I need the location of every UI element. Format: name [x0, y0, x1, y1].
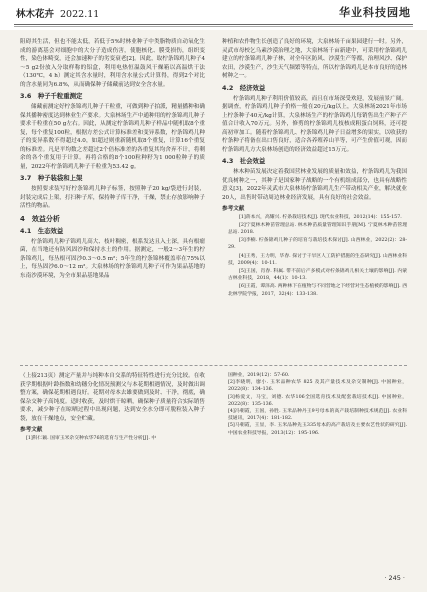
section-heading: 4.3 社会效益 [222, 157, 266, 165]
reference-item: [6]王霞，谭泽高. 两种林下在植物与不同营地之下经营对生态植被的影响[J]. 西北林学院学报，2017，32(4)：133-138. [228, 284, 407, 297]
section-heading: 3.6 种子千粒重测定 [20, 92, 83, 100]
section-heading: 3.7 种子装袋和上架 [20, 174, 83, 182]
reference-item: [4]王秀，王力明，毕春. 探讨于干旱区人工防护措施的生态研究[J]. 山西林业科技，2009(4)：10-11. [228, 253, 407, 266]
journal-name: 林木花卉 2022.11 [16, 9, 100, 20]
reference-item: 国种业，2019(12)：57-60. [228, 373, 290, 378]
paragraph: 储藏前测定好柠条锦鸡儿种子千粒重，可做到种子拍派，精量播种和确保其播种密度达到林业生产要求。大泉林场生产中通种用的柠条锦鸡儿种子要求千粒重在50 g左右。因此，从测定柠条锦鸡儿种子样品中随机取8个重复，每个重复100粒，根据方差公式计算标准差和变异系数，柠条锦鸡儿种子的变异系数不得超过4.0，如超过则重新随机取8个重复，计算16个重复的标准差。凡是平均数之差超过2个倍标准差的各重复其均舍弃不计，将剩余的各个重复用于计算。再将合格的8个100粒种籽为1 000粒种子的质量，2022年柠条锦鸡儿种子千粒重为53.42 g。 [20, 104, 205, 170]
header-rule [14, 24, 413, 25]
page-number: · 245 · [384, 574, 405, 582]
left-column [20, 38, 205, 281]
paragraph: 按照要求装写好柠条锦鸡儿种子标签，按照种子20 kg/袋进行封装，封装完成后上架，打扫种子库，保持种子库干净，干燥，禁止存放影响种子活性的物品。 [20, 186, 205, 209]
paragraph: 柠条锦鸡儿种子利用价值较高，而且在市场深受欢迎，发展前景广阔。据调查，柠条锦鸡儿种子价格一般在20元/kg以上，大泉林场2021年市场上柠条种子40元/kg计算，大泉林场生产的柠条锦鸡儿每销售出生产种子产值合计收入70万元。另外，修剪的柠条锦鸡儿枝核成粗蛋白饲料，还可提高初审加工。随着柠条锦鸡儿、柠条锦鸡儿种子日益增多的果实，以收获的柠条种子将备在出口售良好，适合各养殖养山羊等，可产生价值可观，因而柠条锦鸡儿方大泉林场创造的经济效益超过15万元。 [222, 95, 407, 153]
reference-item: [5]王国，肖春. 科属. 带不前后产多模式对柠条锦鸡儿相关土壤的影响[J]. 内蒙古林业科技，2018，44(1)：10-13. [228, 268, 407, 282]
paragraph: 种植和农作物生长创造了良好的环境，大泉林场千亩果园建行一时。另外，灵武市母校乞乌素沙漠治理之地，大泉林场千亩新建中，可采用柠条锦鸡儿建立的柠条锦鸡儿种子林，对全年区防风、沙漠生产等都，治理风沙、保护农田，沙漠生产，沙生天气频繁等特点，所以柠条锦鸡儿是本市良好的造林树种之一。 [222, 39, 407, 79]
reference-item: [1]蒋本兴，高耀兴. 柠条栽培技术[J]. 现代农业科技，2012(14)：155-157. [239, 214, 402, 220]
continued-article-left [20, 372, 205, 442]
section-heading: 4.1 生态效益 [20, 226, 64, 235]
reference-item: [3]李楠. 柠条锦鸡儿种子的培育与栽培技术探讨[J]. 山西林业，2022(2)：28-29. [228, 238, 407, 251]
reference-item: [5]马朝霞，王显，李. 玉米品种先玉335母本的高产栽培及主要农艺性状的研究[J]. 中国农业科技导报，2013(12)：195-196. [228, 423, 407, 436]
references-title: 参考文献 [222, 206, 245, 212]
paragraph: 柠条锦鸡儿种子锦鸡儿高大、枝叶稠密，根系发达且入土深，具有根瘤菌，在当地还有防风固沙和保持水土的作用。据测定，一般2～3年生的柠条锦鸡儿，每丛根可固沙0.3～0.5 m²；5年生的柠条锦林覆盖率在75%以上，每丛固沙6.0～12 m²。大泉林场的柠条锦鸡儿种子可作为果品基地的东南沙漠环境，为全市果品基地果品 [20, 238, 205, 279]
page-header [0, 0, 427, 30]
issue-number: 2022.11 [60, 9, 100, 20]
reference-item: [1]科仁颖. 国审玉米杂交种农华76的选育与生产性分析[J]. 中 [26, 435, 157, 441]
paragraph: （上接213页）测定产量并与纯种本自交系的特征特性进行充分比较。在收获学期根据叶龄指数和幼穗分化情况预测父与本花期相遇情况，及时做出调整方案，确保花期相遇良好。花期对母本去雄要做到及时、干净，彻底，确保杂交种子高纯度。适时收获，及时烘干晾晒，确保种子质量符合实际销售要求，减少种子在晾晒过程中出现问题，达到安全水分即可脱粒装入种子袋，放在干燥地点，安全贮藏。 [20, 373, 205, 422]
header-rule-secondary [14, 26, 413, 27]
reference-item: [2]宁夏林木种苗管理总站. 林木种苗质量管理知识手册[M]. 宁夏林木种苗管理总站. 2018. [228, 222, 407, 235]
references-title: 参考文献 [20, 427, 43, 433]
paragraph: 林木种苗发展决定着我国营林业发展的质量和效益，柠条锦鸡儿为我国优良树种之一，其种子是国家种子战略的一个有机组成部分，也具有战略性意义[3]。2022年灵武市大泉林场柠条锦鸡儿生产带动相关产业，解决就业20人，出售时带动周边林业经济发展，具有良好的社会效益。 [222, 169, 407, 201]
continued-article-right [222, 372, 407, 437]
paragraph: 阻碍其生活，但也不能太低，若低于5%时林业种子中类脂物质自动氧化生成的游离基会对细胞中的大分子造成伤害，使胞核化、膜受损伤，组织变性，染色体畸变，还会加速种子的劣变衰老[2]。因此，取柠条锦鸡儿种子4～5 g2份放入分取样称的铝盒，利用电热恒温鼓风干燥箱以高温烘干法（130℃，4 h）测定其含水量时，利用含水量公式计算得，得到2个对比的含水量同为6.8%，从而确保种子储藏前达到安全含水量。 [20, 39, 205, 88]
reference-item: [2]李晓明，廖小. 玉米品种农华 825 及其产量技术及杂交制种[J]. 中国种业，2022(8)：134-136. [228, 380, 407, 393]
article-divider [20, 365, 407, 366]
page-footer [0, 572, 427, 592]
reference-item: [4]冯朝霞，王国，孙胜. 玉米品种丹王9号母本的高产栽培制种技术规范[J]. 农业科技通讯，2017(4)：181-182. [228, 409, 407, 422]
section-heading: 4.2 经济效益 [222, 83, 266, 92]
journal-logo-text: 华业科技园地 [339, 6, 411, 19]
section-heading: 4 效益分析 [20, 214, 60, 223]
right-column [222, 38, 407, 299]
reference-item: [3]杨爱文，马宝，刘德. 农华106全国选育技术及配套栽培技术[J]. 中国种业，2022(8)：135-136. [228, 394, 407, 407]
